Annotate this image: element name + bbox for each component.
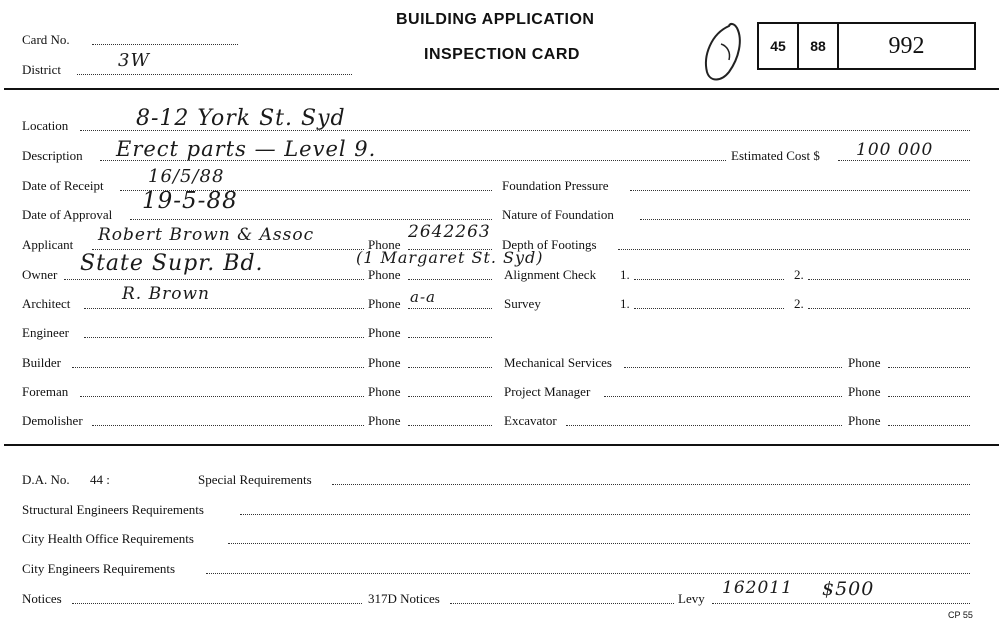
health-requirements-line[interactable] <box>228 543 970 544</box>
levy-line[interactable] <box>712 603 970 604</box>
top-rule <box>4 88 999 90</box>
builder-phone-label: Phone <box>368 355 401 370</box>
structural-requirements-label: Structural Engineers Requirements <box>22 502 204 517</box>
engineer-phone-label: Phone <box>368 325 401 340</box>
excavator-label: Excavator <box>504 413 557 428</box>
notices-317d-line[interactable] <box>450 603 674 604</box>
architect-phone-label: Phone <box>368 296 401 311</box>
levy-value: 162011 <box>722 578 793 598</box>
estimated-cost-value: 100 000 <box>856 140 934 160</box>
title-line1: BUILDING APPLICATION <box>396 11 595 28</box>
project-manager-label: Project Manager <box>504 384 591 399</box>
excavator-phone-line[interactable] <box>888 425 970 426</box>
date-receipt-label: Date of Receipt <box>22 178 104 193</box>
estimated-cost-label: Estimated Cost $ <box>731 148 820 163</box>
alignment-item-2: 2. <box>794 267 804 282</box>
city-engineers-line[interactable] <box>206 573 970 574</box>
architect-value: R. Brown <box>122 284 210 304</box>
owner-phone-line[interactable] <box>408 279 492 280</box>
nature-foundation-label: Nature of Foundation <box>502 207 614 222</box>
date-approval-label: Date of Approval <box>22 207 113 222</box>
box-cell-2: 88 <box>799 24 839 68</box>
card-no-line[interactable] <box>92 44 238 45</box>
owner-line[interactable] <box>64 279 364 280</box>
date-approval-value: 19-5-88 <box>142 188 238 214</box>
applicant-value: Robert Brown & Assoc <box>98 225 315 245</box>
nature-foundation-line[interactable] <box>640 219 970 220</box>
description-label: Description <box>22 148 83 163</box>
foreman-phone-line[interactable] <box>408 396 492 397</box>
district-value: 3W <box>118 50 150 71</box>
engineer-phone-line[interactable] <box>408 337 492 338</box>
title-line2: INSPECTION CARD <box>424 46 580 63</box>
city-engineers-label: City Engineers Requirements <box>22 561 176 576</box>
survey-item-1: 1. <box>620 296 630 311</box>
mechanical-phone-line[interactable] <box>888 367 970 368</box>
box-number: 992 <box>888 32 925 59</box>
applicant-line[interactable] <box>92 249 364 250</box>
date-receipt-value: 16/5/88 <box>148 166 225 187</box>
depth-footings-label: Depth of Footings <box>502 237 597 252</box>
special-requirements-line[interactable] <box>332 484 970 485</box>
project-manager-line[interactable] <box>604 396 842 397</box>
excavator-line[interactable] <box>566 425 842 426</box>
excavator-phone-label: Phone <box>848 413 881 428</box>
survey-line-2[interactable] <box>808 308 970 309</box>
mechanical-phone-label: Phone <box>848 355 881 370</box>
estimated-cost-line[interactable] <box>838 160 970 161</box>
levy-amount: $500 <box>822 578 875 600</box>
alignment-line-2[interactable] <box>808 279 970 280</box>
location-value: 8-12 York St. Syd <box>136 106 346 131</box>
mechanical-line[interactable] <box>624 367 842 368</box>
location-label: Location <box>22 118 69 133</box>
alignment-item-1: 1. <box>620 267 630 282</box>
engineer-label: Engineer <box>22 325 69 340</box>
architect-line[interactable] <box>84 308 364 309</box>
project-manager-phone-line[interactable] <box>888 396 970 397</box>
description-value: Erect parts — Level 9. <box>116 137 377 161</box>
special-requirements-label: Special Requirements <box>198 472 312 487</box>
notices-line[interactable] <box>72 603 362 604</box>
builder-line[interactable] <box>72 367 364 368</box>
builder-label: Builder <box>22 355 61 370</box>
survey-label: Survey <box>504 296 541 311</box>
alignment-line-1[interactable] <box>634 279 784 280</box>
demolisher-phone-line[interactable] <box>408 425 492 426</box>
form-code: CP 55 <box>948 610 973 620</box>
mechanical-label: Mechanical Services <box>504 355 612 370</box>
applicant-phone-value: 2642263 <box>408 222 491 242</box>
foreman-line[interactable] <box>80 396 364 397</box>
owner-value: State Supr. Bd. <box>80 251 264 276</box>
district-line[interactable] <box>77 74 352 75</box>
alignment-check-label: Alignment Check <box>504 267 597 282</box>
owner-phone-label: Phone <box>368 267 401 282</box>
architect-phone-value: a-a <box>410 288 436 306</box>
da-no-value: 44 : <box>90 472 110 487</box>
health-requirements-label: City Health Office Requirements <box>22 531 194 546</box>
applicant-phone-label: Phone <box>368 237 401 252</box>
card-number-box <box>757 22 976 70</box>
architect-phone-line[interactable] <box>408 308 492 309</box>
foundation-pressure-label: Foundation Pressure <box>502 178 609 193</box>
architect-label: Architect <box>22 296 71 311</box>
box-cell-1: 45 <box>759 24 799 68</box>
demolisher-phone-label: Phone <box>368 413 401 428</box>
depth-footings-line[interactable] <box>618 249 970 250</box>
demolisher-label: Demolisher <box>22 413 83 428</box>
card-no-label: Card No. <box>22 32 70 47</box>
demolisher-line[interactable] <box>92 425 364 426</box>
middle-rule <box>4 444 999 446</box>
project-manager-phone-label: Phone <box>848 384 881 399</box>
applicant-label: Applicant <box>22 237 74 252</box>
notices-label: Notices <box>22 591 62 606</box>
owner-note: (1 Margaret St. Syd) <box>356 248 544 267</box>
handwritten-loop-mark <box>699 20 749 86</box>
survey-item-2: 2. <box>794 296 804 311</box>
notices-317d-label: 317D Notices <box>368 591 440 606</box>
structural-requirements-line[interactable] <box>240 514 970 515</box>
owner-label: Owner <box>22 267 58 282</box>
foreman-phone-label: Phone <box>368 384 401 399</box>
survey-line-1[interactable] <box>634 308 784 309</box>
levy-label: Levy <box>678 591 705 606</box>
builder-phone-line[interactable] <box>408 367 492 368</box>
engineer-line[interactable] <box>84 337 364 338</box>
foundation-pressure-line[interactable] <box>630 190 970 191</box>
district-label: District <box>22 62 61 77</box>
foreman-label: Foreman <box>22 384 69 399</box>
date-approval-line[interactable] <box>130 219 492 220</box>
da-no-label: D.A. No. <box>22 472 70 487</box>
